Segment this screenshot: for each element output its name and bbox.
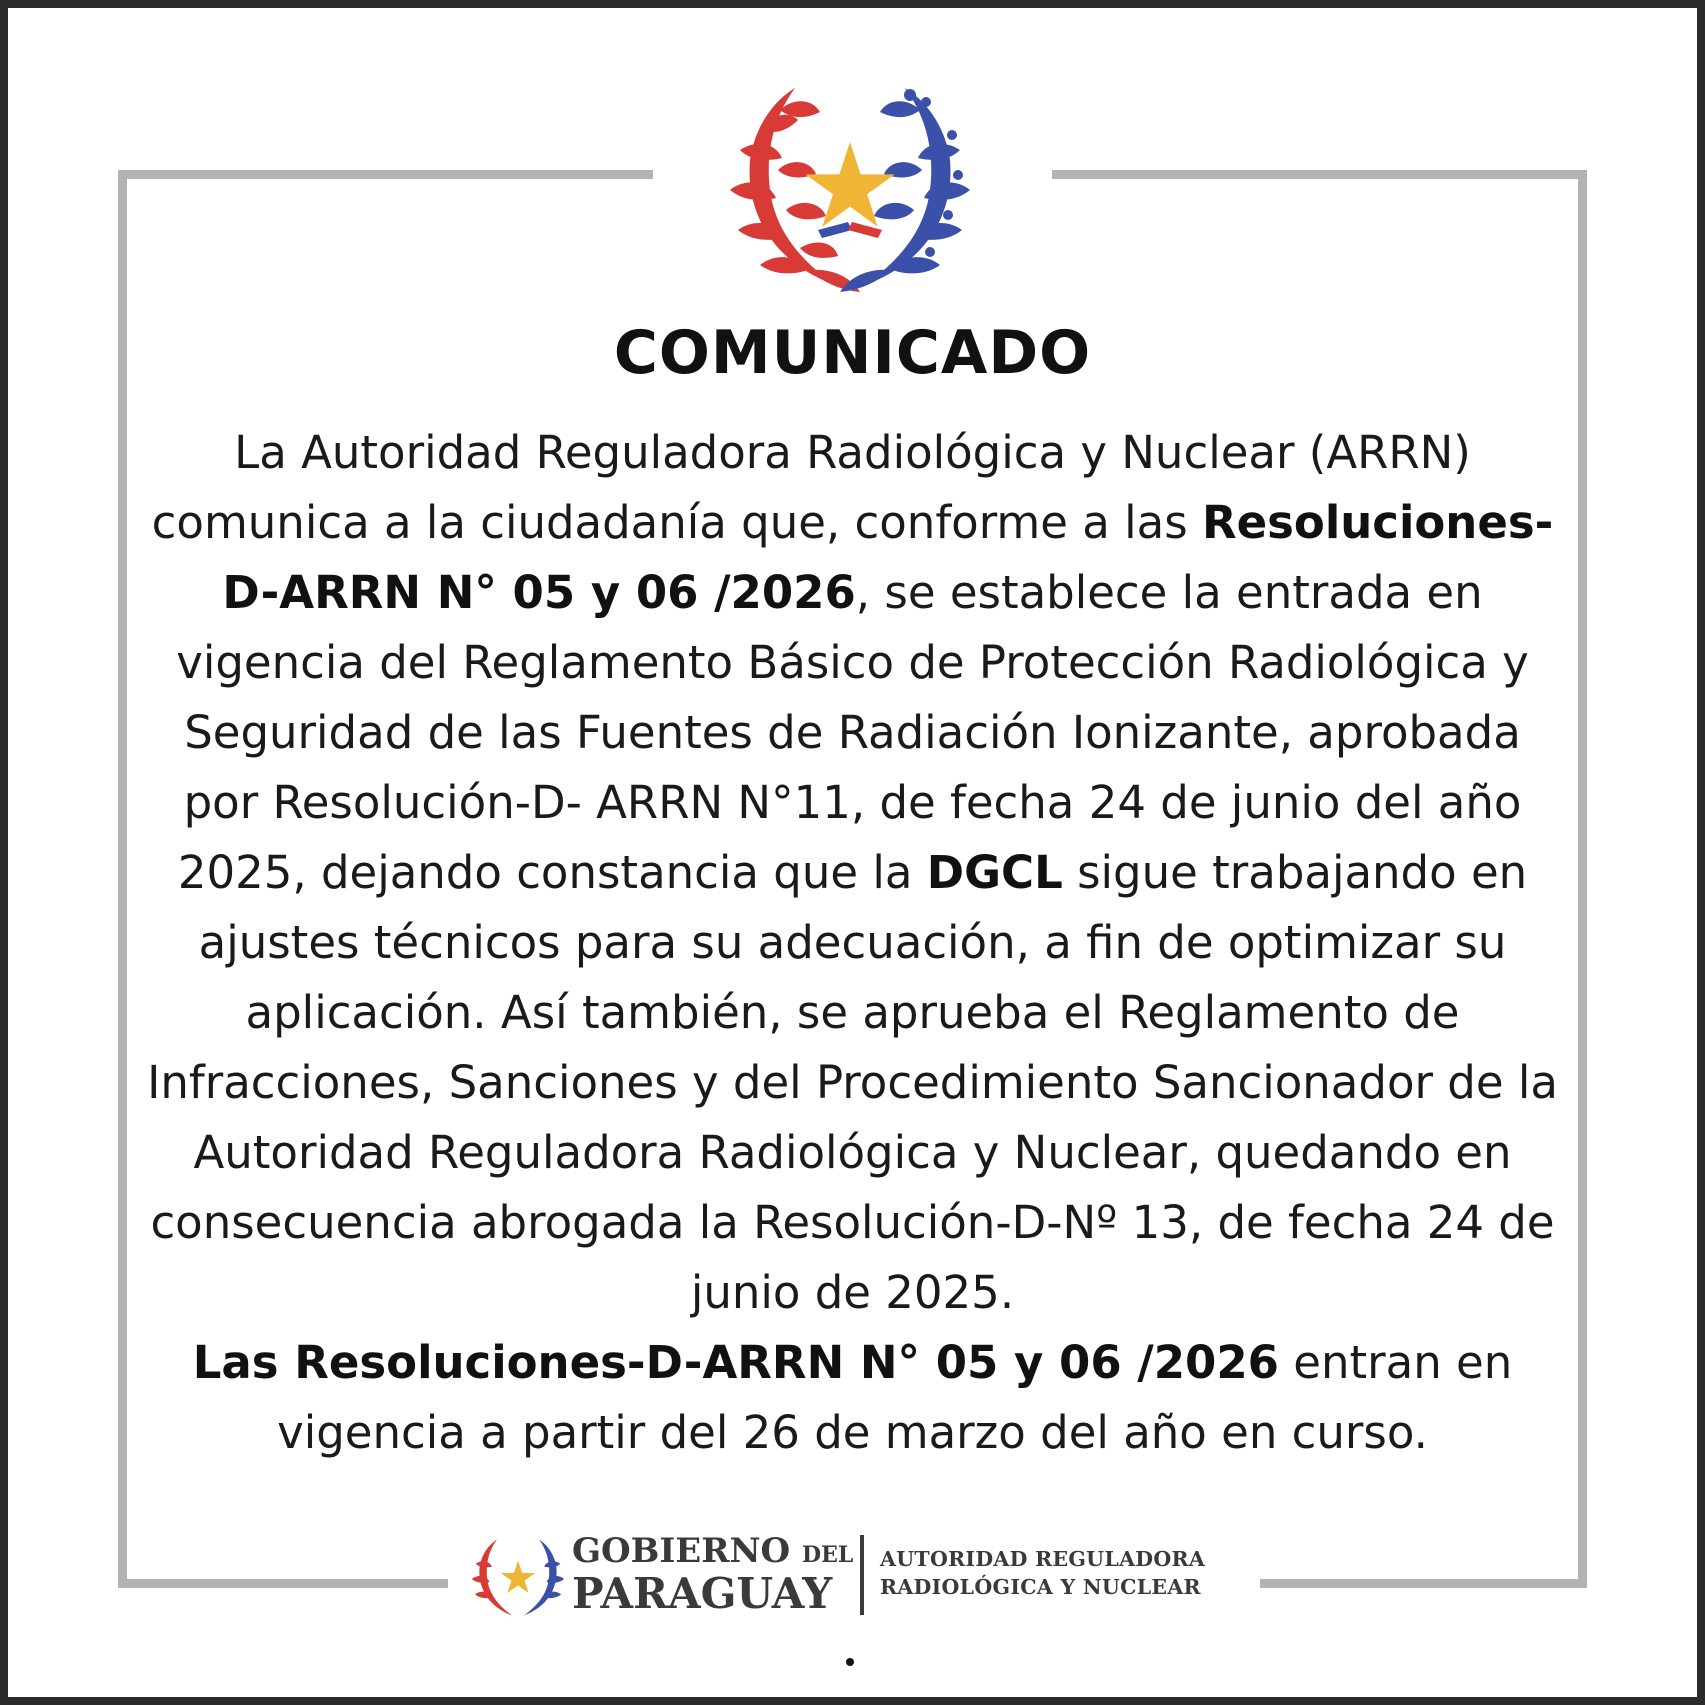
body-resolution-ref-2: Las Resoluciones-D-ARRN N° 05 y 06 /2026	[192, 1336, 1279, 1389]
gov-name-line1	[572, 1531, 853, 1571]
page-title: COMUNICADO	[613, 318, 1092, 388]
frame-bottom-left	[118, 1579, 448, 1588]
body-dgcl: DGCL	[926, 846, 1063, 899]
gov-name-line2: PARAGUAY	[572, 1569, 833, 1618]
footer-logo	[468, 1525, 1248, 1625]
frame-bottom-right	[1260, 1579, 1587, 1588]
frame-top-right	[1052, 170, 1587, 179]
gov-word-del: DEL	[802, 1542, 854, 1568]
agency-name-line2: RADIOLÓGICA Y NUCLEAR	[880, 1575, 1201, 1599]
footer-dot	[846, 1658, 854, 1666]
body-intro: La Autoridad Reguladora Radiológica y Nuclear (ARRN) comunica a la ciudadanía que, conforme a las	[151, 426, 1471, 549]
gov-word-gobierno: GOBIERNO	[572, 1531, 791, 1571]
frame-top-left	[118, 170, 653, 179]
body-resolution-ref: Resoluciones-D-ARRN N° 05 y 06 /2026	[222, 496, 1554, 619]
paraguay-emblem-small-icon	[468, 1533, 568, 1623]
announcement-body	[140, 418, 1565, 1468]
body-adjustments: sigue trabajando en ajustes técnicos para su adecuación, a fin de optimizar su aplicación. Así también, se aprueba el Reglamento de Infracciones, Sanciones y del Procedimiento Sancionador de la Autoridad Reguladora Radiológica y Nuclear, quedando en consecuencia abrogada la Resolución-D-Nº 13, de fecha 24 de junio de 2025.	[147, 846, 1558, 1319]
footer-divider	[860, 1535, 864, 1615]
agency-name-line1: AUTORIDAD REGULADORA	[880, 1547, 1206, 1571]
body-effective: , se establece la entrada en vigencia del Reglamento Básico de Protección Radiológica y Seguridad de las Fuentes de Radiación Ionizante, aprobada por Resolución-D- ARRN N°11, de fecha 24 de junio del año 2025, dejando constancia que la	[176, 566, 1529, 899]
paraguay-emblem-icon	[720, 80, 980, 295]
body-closing: entran en vigencia a partir del 26 de marzo del año en curso.	[277, 1336, 1513, 1459]
